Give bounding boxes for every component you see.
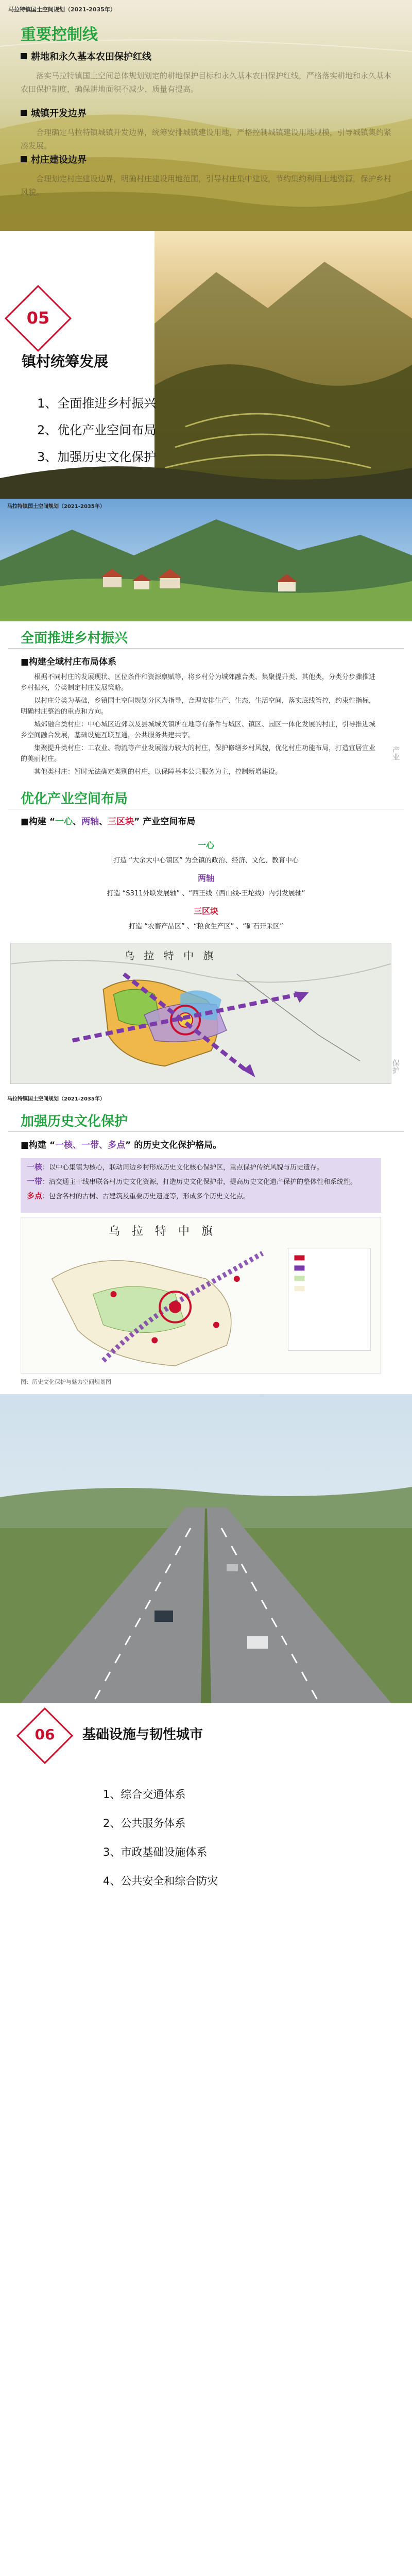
paragraph: 其他类村庄：暂时无法确定类别的村庄，以保障基本公共服务为主，控制新增建设。 xyxy=(34,768,282,776)
panel-heritage-protection xyxy=(0,1090,412,1394)
bullet-square-icon xyxy=(21,156,27,162)
box-line-points: 多点：包含各村的古树、古建筑及重要历史遗迹等，形成多个历史文化点。 xyxy=(27,1191,250,1200)
chapter-list-item: 1、全面推进乡村振兴 xyxy=(37,396,157,411)
box-line-belt: 一带：沿交通主干线串联各村历史文化资源，打造历史文化保护带，提高历史文化遗产保护的整体性和系统性。 xyxy=(27,1177,357,1186)
chapter-title: 镇村统筹发展 xyxy=(22,353,109,370)
industry-map-image xyxy=(11,943,391,1083)
chapter-number: 05 xyxy=(26,308,50,328)
map-region-label: 乌 拉 特 中 旗 xyxy=(124,950,217,962)
divider xyxy=(8,648,404,649)
subheading-industry-structure: ■构建 “ 一心 、 两轴 、 三区块 ” 产业空间布局 xyxy=(21,817,196,827)
control-line-item-village xyxy=(21,152,391,199)
paragraph: 根据不同村庄的发展现状、区位条件和资源禀赋等，将乡村分为城郊融合类、集聚提升类、其他类，分类分步骤推进乡村振兴，分类制定村庄发展策略。 xyxy=(21,673,376,692)
heritage-map xyxy=(21,1217,381,1374)
group-text: 打造 “农畜产品区” 、“粮食生产区” 、“矿石开采区” xyxy=(129,923,283,930)
industry-group-core xyxy=(0,839,412,865)
group-label: 三区块 xyxy=(193,906,218,916)
item-text: 落实马拉特镇国土空间总体规划划定的耕地保护目标和永久基本农田保护红线，严格落实耕地和永久基本农田保护制度，确保耕地面积不减少、质量有提高。 xyxy=(21,71,392,94)
industry-group-axes xyxy=(0,872,412,897)
paragraph: 集聚提升类村庄：工农业、物流等产业发展潜力较大的村庄，保护修缮乡村风貌，优化村庄功能布局，打造宜居宜业的美丽村庄。 xyxy=(21,744,376,763)
section-title-control-lines: 重要控制线 xyxy=(21,26,98,44)
chapter-list-item: 3、市政基础设施体系 xyxy=(103,1846,208,1858)
heritage-map-image xyxy=(21,1217,381,1373)
paragraph: 城郊融合类村庄：中心城区近郊以及县城城关镇所在地等有条件与城区、镇区、园区一体化发展的村庄，引导推进城乡空间融合发展，基础设施互联互通，公共服务共建共享。 xyxy=(21,721,376,739)
group-label: 一心 xyxy=(197,840,214,850)
subheading-village-layout: ■构建全域村庄布局体系 xyxy=(21,657,117,667)
industry-map xyxy=(10,943,391,1084)
control-line-item-farmland xyxy=(21,49,391,96)
industry-group-blocks xyxy=(0,905,412,930)
chapter-list xyxy=(103,1786,218,1890)
chapter-title: 基础设施与韧性城市 xyxy=(82,1727,203,1742)
side-label: 保护 xyxy=(391,1059,400,1074)
map-region-label: 乌 拉 特 中 旗 xyxy=(109,1225,217,1238)
chapter-list-item: 2、公共服务体系 xyxy=(103,1817,186,1829)
rural-paragraphs xyxy=(21,672,381,777)
map-caption: 图：历史文化保护与魅力空间规划图 xyxy=(21,1379,111,1385)
section-title-rural: 全面推进乡村振兴 xyxy=(21,631,128,646)
box-line-core: 一核：以中心集镇为核心，联动周边乡村形成历史文化核心保护区，重点保护传统风貌与历史遗存。 xyxy=(27,1162,324,1172)
subheading-heritage-structure: ■构建 “ 一核、一带、多点 ” 的历史文化保护格局。 xyxy=(21,1140,222,1150)
item-heading: 耕地和永久基本农田保护红线 xyxy=(31,52,151,62)
group-text: 打造 “S311外联发展轴” 、“西王线（西山线-王坨线）内引发展轴” xyxy=(107,890,305,897)
section-title-heritage: 加强历史文化保护 xyxy=(21,1114,128,1129)
paragraph: 以村庄分类为基础，乡镇国土空间规划分区为指导，合理安排生产、生态、生活空间，落实底线管控，约束性指标，明确村庄整治的重点和方向。 xyxy=(21,697,376,716)
page-header: 马拉特镇国土空间规划（2021-2035年） xyxy=(7,1096,105,1102)
item-text: 合理确定马拉特镇城镇开发边界，统筹安排城镇建设用地，严格控制城镇建设用地规模，引导城镇集约紧凑发展。 xyxy=(21,128,392,150)
chapter-list-item: 4、公共安全和综合防灾 xyxy=(103,1875,218,1887)
section-title-industry: 优化产业空间布局 xyxy=(21,791,128,807)
item-heading: 村庄建设边界 xyxy=(31,155,87,165)
group-label: 两轴 xyxy=(197,873,214,883)
chapter-list-item: 3、加强历史文化保护 xyxy=(37,450,157,464)
doc-header: 马拉特镇国土空间规划（2021-2035年） xyxy=(8,6,116,13)
bullet-square-icon xyxy=(21,110,27,116)
highway-photo-image xyxy=(0,1394,412,1703)
panel-chapter-05 xyxy=(0,231,412,499)
chapter-list-item: 1、综合交通体系 xyxy=(103,1788,186,1801)
control-line-item-urban xyxy=(21,106,391,152)
group-text: 打造 “大余大中心镇区” 为全镇的政治、经济、文化、教育中心 xyxy=(113,857,299,865)
bullet-square-icon xyxy=(21,53,27,59)
village-photo-image xyxy=(0,499,412,621)
chapter-list-item: 2、优化产业空间布局 xyxy=(37,423,157,437)
panel-control-lines xyxy=(0,0,412,231)
panel-industry-layout xyxy=(0,781,412,1090)
item-heading: 城镇开发边界 xyxy=(31,108,87,119)
chapter-list xyxy=(37,395,156,466)
side-label: 产业 xyxy=(391,746,400,760)
item-text: 合理划定村庄建设边界，明确村庄建设用地范围，引导村庄集中建设，节约集约利用土地资源，保护乡村风貌。 xyxy=(21,174,392,197)
chapter-number: 06 xyxy=(35,1726,55,1743)
divider xyxy=(8,1131,404,1132)
heritage-summary-box xyxy=(21,1158,381,1213)
page-header: 马拉特镇国土空间规划（2021-2035年） xyxy=(7,504,105,510)
panel-chapter-06 xyxy=(0,1394,412,2576)
panel-rural-revitalization xyxy=(0,499,412,781)
